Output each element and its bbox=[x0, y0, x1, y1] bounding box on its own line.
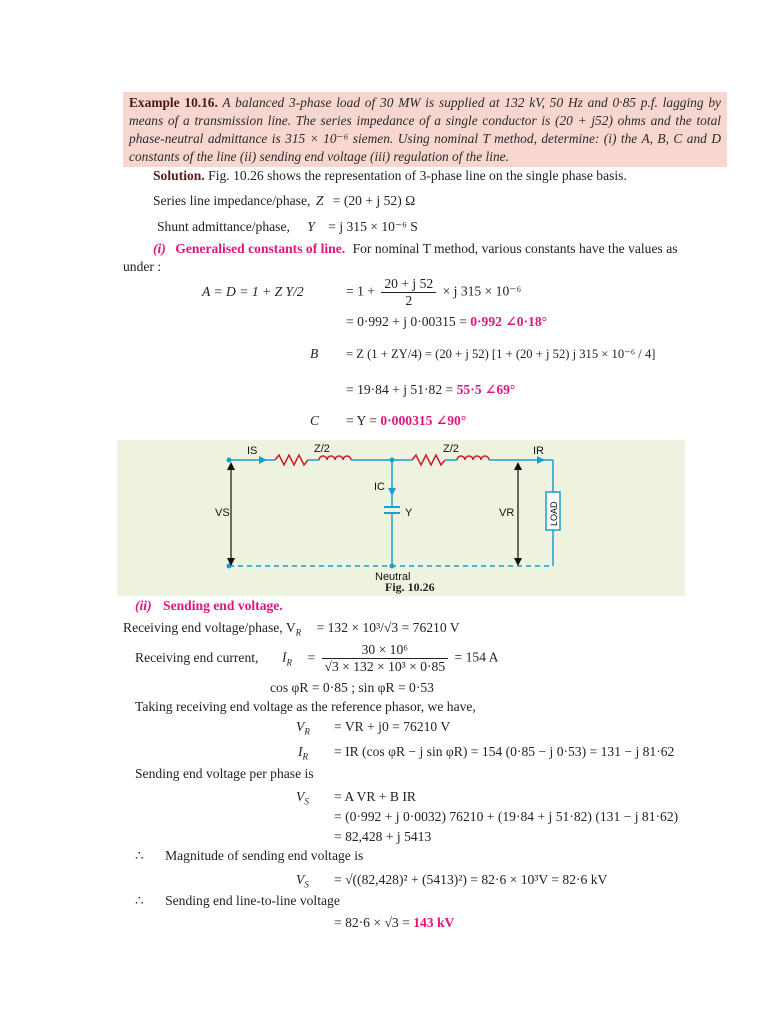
series-impedance-label: Series line impedance/phase, bbox=[153, 193, 311, 208]
shunt-admittance-label: Shunt admittance/phase, bbox=[157, 219, 290, 234]
reference-text: Taking receiving end voltage as the reference phasor, we have, bbox=[135, 699, 476, 714]
vs-expand: = (0·992 + j 0·0032) 76210 + (19·84 + j 51·82) (131 − j 81·62) bbox=[334, 809, 679, 824]
ir-vector-sym: $I_R$ bbox=[298, 744, 309, 762]
solution-text: Fig. 10.26 shows the representation of 3-phase line on the single phase basis. bbox=[208, 168, 627, 183]
line-to-line-text: Sending end line-to-line voltage bbox=[165, 893, 340, 908]
vr-label: Receiving end voltage/phase, V bbox=[123, 620, 296, 635]
example-label: Example 10.16. bbox=[129, 95, 218, 110]
fig-label-neutral: Neutral bbox=[375, 571, 411, 583]
c-lhs: C bbox=[310, 413, 320, 428]
therefore-1: ∴ bbox=[135, 848, 144, 863]
series-impedance-value: = (20 + j 52) Ω bbox=[332, 193, 416, 208]
ir-frac-den: √3 × 132 × 10³ × 0·85 bbox=[324, 659, 446, 674]
vs-vector: = A VR + B IR bbox=[334, 789, 416, 804]
figure-caption: Fig. 10.26 bbox=[385, 580, 435, 594]
cos-line: cos φR = 0·85 ; sin φR = 0·53 bbox=[270, 680, 434, 695]
fig-label-z2-left: Z/2 bbox=[314, 443, 330, 455]
ir-vector: = IR (cos φR − j sin φR) = 154 (0·85 − j 0·53) = 131 − j 81·62 bbox=[334, 744, 675, 759]
b-rhs-calc: = 19·84 + j 51·82 = bbox=[346, 382, 454, 397]
a-result: 0·992 ∠0·18° bbox=[470, 314, 548, 329]
a-frac-num: 20 + j 52 bbox=[381, 276, 436, 293]
solution-label: Solution. bbox=[153, 168, 205, 183]
vr-line: Receiving end voltage/phase, $V_R = 132 \times 10^3/√3 = 76210$ V bbox=[123, 620, 460, 638]
part-i-heading: Generalised constants of line. bbox=[175, 241, 346, 256]
fig-label-load: LOAD bbox=[549, 501, 559, 526]
vs-mag-sym: $V_S$ bbox=[296, 872, 309, 890]
abcd-a-rhs bbox=[346, 276, 521, 309]
c-result: 0·000315 ∠90° bbox=[380, 413, 467, 428]
a-fraction bbox=[381, 276, 436, 309]
figure-10-26 bbox=[117, 440, 685, 596]
fig-label-z2-right: Z/2 bbox=[443, 443, 459, 455]
fig-label-vr: VR bbox=[499, 507, 515, 519]
a-result-line bbox=[346, 314, 547, 330]
part-ii-line bbox=[135, 598, 283, 614]
under-line: under : bbox=[123, 259, 162, 274]
vs-magnitude: = √((82,428)² + (5413)²) = 82·6 × 10³V = 82·6 kV bbox=[334, 872, 608, 887]
example-text: A balanced 3-phase load of 30 MW is supplied at 132 kV, 50 Hz and 0·85 p.f. lagging by means of a transmission line. The series impedance of a single conductor is (20 + j52) ohms and the total phase-neutral admittance is 315 × 10⁻⁶ siemen. Using nominal T method, determine: (i) the A, B, C and D constants of the line (ii) sending end voltage (iii) regulation of the line. bbox=[129, 95, 722, 164]
shunt-admittance-value: = j 315 × 10⁻⁶ S bbox=[328, 219, 418, 234]
fig-label-vs: VS bbox=[215, 507, 230, 519]
vr-vector-sym: $V_R$ bbox=[296, 719, 310, 737]
magnitude-text: Magnitude of sending end voltage is bbox=[165, 848, 364, 863]
c-rhs: = Y = bbox=[346, 413, 377, 428]
ir-tail: = 154 A bbox=[454, 649, 499, 665]
ir-label: Receiving end current, bbox=[135, 650, 259, 665]
shunt-admittance-line: Shunt admittance/phase, Y = j 315 × 10⁻⁶ S bbox=[157, 219, 418, 234]
part-i-line bbox=[153, 241, 678, 257]
b-rhs: = Z (1 + ZY/4) = (20 + j 52) [1 + (20 + j 52) j 315 × 10⁻⁶ / 4] bbox=[346, 347, 656, 361]
fig-label-ic: IC bbox=[374, 481, 385, 493]
circuit-diagram bbox=[117, 440, 685, 596]
therefore-2: ∴ bbox=[135, 893, 144, 908]
sending-text: Sending end voltage per phase is bbox=[135, 766, 314, 781]
vs-result: = 82,428 + j 5413 bbox=[334, 829, 432, 844]
a-rhs-lead: = 1 + bbox=[346, 283, 375, 299]
a-frac-den: 2 bbox=[405, 293, 413, 308]
series-impedance-line: Series line impedance/phase, Z = (20 + j 52) Ω bbox=[153, 193, 416, 208]
part-ii-heading: Sending end voltage. bbox=[163, 598, 283, 613]
part-i-label: (i) bbox=[153, 241, 166, 256]
abcd-a-lhs: A = D = 1 + Z Y/2 bbox=[202, 284, 304, 299]
b-result-line bbox=[346, 382, 515, 398]
example-box bbox=[123, 92, 727, 167]
ir-sym: I bbox=[282, 649, 287, 665]
b-lhs: B bbox=[310, 346, 319, 361]
vr-vector: = VR + j0 = 76210 V bbox=[334, 719, 451, 734]
ir-fraction bbox=[322, 642, 449, 675]
ir-frac-num: 30 × 10⁶ bbox=[322, 642, 449, 659]
c-line bbox=[346, 413, 466, 429]
a-rhs-tail: × j 315 × 10⁻⁶ bbox=[442, 283, 522, 299]
part-i-text: For nominal T method, various constants have the values as bbox=[352, 241, 678, 256]
solution-line bbox=[153, 168, 627, 184]
fig-label-is: IS bbox=[247, 445, 258, 457]
part-ii-label: (ii) bbox=[135, 598, 152, 613]
a-rhs-calc: = 0·992 + j 0·00315 = bbox=[346, 314, 467, 329]
fig-label-ir: IR bbox=[533, 445, 544, 457]
vr-value: = 132 × 10³/√3 = 76210 V bbox=[316, 620, 460, 635]
fig-label-y: Y bbox=[405, 507, 413, 519]
b-result: 55·5 ∠69° bbox=[456, 382, 516, 397]
ir-eq: $I_R$ = $\frac{\text{30 × 10⁶}}{\text{√3 × 132 × 10³ × 0·85}}$ = 154 A bbox=[282, 642, 499, 674]
line-to-line-result-line bbox=[334, 915, 454, 931]
line-to-line-result: 143 kV bbox=[413, 915, 455, 930]
magnitude-line bbox=[135, 848, 363, 864]
line-to-line-value: = 82·6 × √3 = bbox=[334, 915, 410, 930]
vs-vector-sym: $V_S$ bbox=[296, 789, 309, 807]
line-to-line-line bbox=[135, 893, 340, 909]
